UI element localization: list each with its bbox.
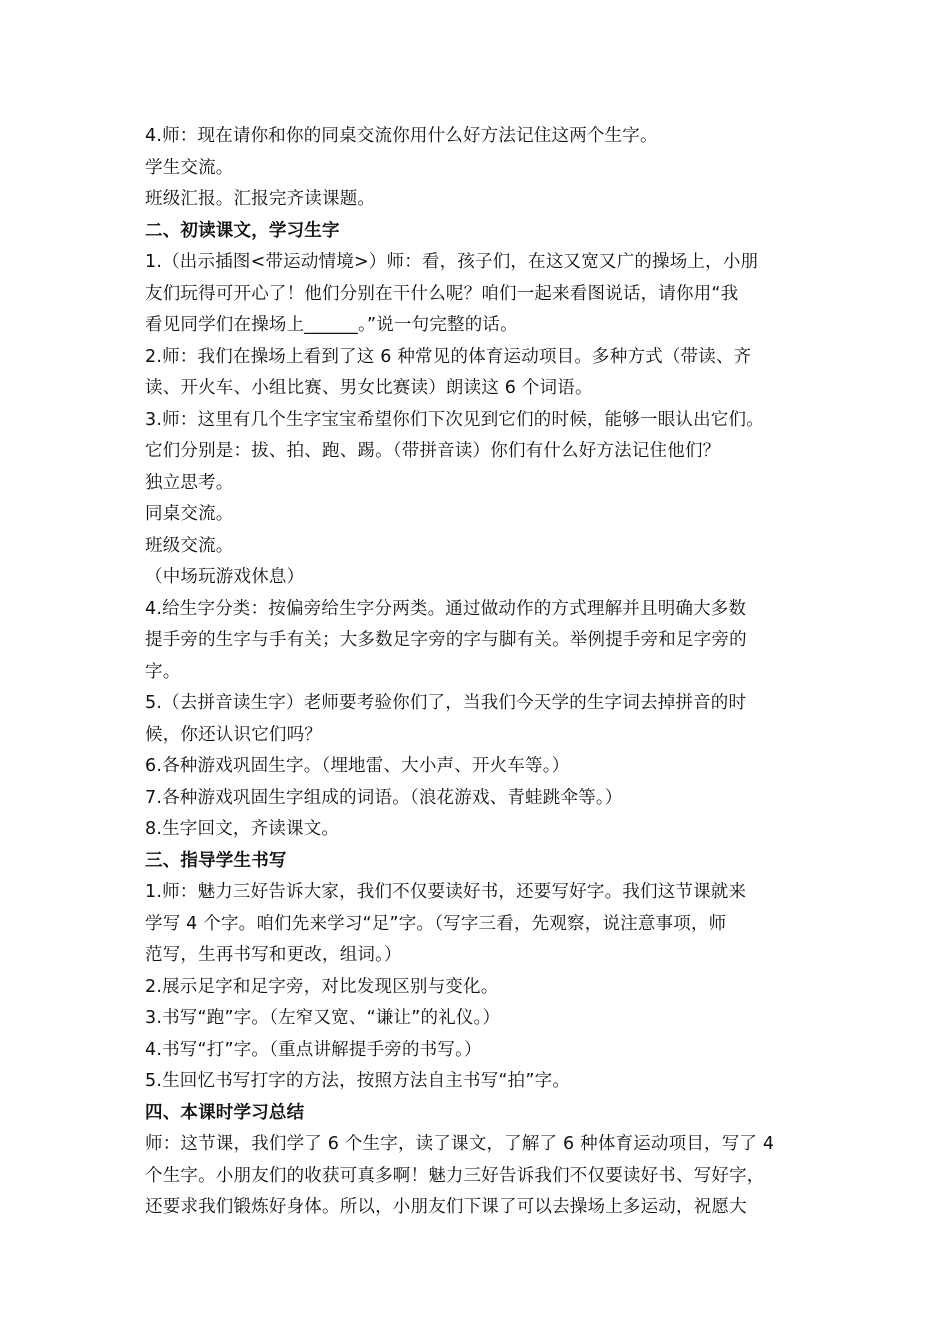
text-line: 1.（出示插图<带运动情境>）师：看，孩子们，在这又宽又广的操场上，小朋 [145,252,759,272]
section-heading: 二、初读课文，学习生字 [145,220,340,241]
text-line: 个生字。小朋友们的收获可真多啊！魅力三好告诉我们不仅要读好书、写好字， [145,1165,765,1186]
text-line: 候，你还认识它们吗？ [145,724,322,745]
text-line: 7.各种游戏巩固生字组成的词语。（浪花游戏、青蛙跳伞等。） [145,787,623,808]
text-line: 5.生回忆书写打字的方法，按照方法自主书写“拍”字。 [145,1071,571,1091]
text-line: 范写，生再书写和更改，组词。） [145,945,402,965]
text-line: 2.展示足字和足字旁，对比发现区别与变化。 [145,976,499,997]
text-line: 看见同学们在操场上______。”说一句完整的话。 [145,315,518,335]
section-heading: 四、本课时学习总结 [145,1102,305,1123]
text-line: 8.生字回文，齐读课文。 [145,819,340,839]
text-line: 友们玩得可开心了！他们分别在干什么呢？咱们一起来看图说话，请你用“我 [145,283,739,304]
text-line: 4.给生字分类：按偏旁给生字分两类。通过做动作的方式理解并且明确大多数 [145,598,747,619]
document-body [145,121,825,1224]
text-line: 3.书写“跑”字。（左窄又宽、“谦让”的礼仪。） [145,1008,501,1028]
text-line: 同桌交流。 [145,504,234,524]
text-line: 提手旁的生字与手有关；大多数足字旁的字与脚有关。举例提手旁和足字旁的 [145,630,747,650]
text-line: 班级汇报。汇报完齐读课题。 [145,189,376,209]
text-line: 师：这节课，我们学了 6 个生字，读了课文，了解了 6 种体育运动项目，写了 4 [145,1134,775,1154]
text-line: 班级交流。 [145,535,234,556]
text-line: 1.师：魅力三好告诉大家，我们不仅要读好书，还要写好字。我们这节课就来 [145,882,747,902]
text-line: 独立思考。 [145,472,234,493]
text-line: 学生交流。 [145,157,234,178]
text-line: 6.各种游戏巩固生字。（埋地雷、大小声、开火车等。） [145,756,570,776]
text-line: 它们分别是：拔、拍、跑、踢。（带拼音读）你们有什么好方法记住他们？ [145,441,721,461]
text-line: （中场玩游戏休息） [145,567,305,587]
text-line: 读、开火车、小组比赛、男女比赛读）朗读这 6 个词语。 [145,378,593,398]
text-line: 字。 [145,661,181,682]
text-line: 4.书写“打”字。（重点讲解提手旁的书写。） [145,1039,482,1060]
text-line: 2.师：我们在操场上看到了这 6 种常见的体育运动项目。多种方式（带读、齐 [145,346,752,367]
text-line: 3.师：这里有几个生字宝宝希望你们下次见到它们的时候，能够一眼认出它们。 [145,409,764,430]
text-line: 4.师：现在请你和你的同桌交流你用什么好方法记住这两个生字。 [145,126,658,146]
section-heading: 三、指导学生书写 [145,850,287,871]
text-line: 5.（去拼音读生字）老师要考验你们了，当我们今天学的生字词去掉拼音的时 [145,693,747,713]
text-line: 还要求我们锻炼好身体。所以，小朋友们下课了可以去操场上多运动，祝愿大 [145,1197,747,1217]
text-line: 学写 4 个字。咱们先来学习“足”字。（写字三看，先观察，说注意事项，师 [145,913,727,934]
